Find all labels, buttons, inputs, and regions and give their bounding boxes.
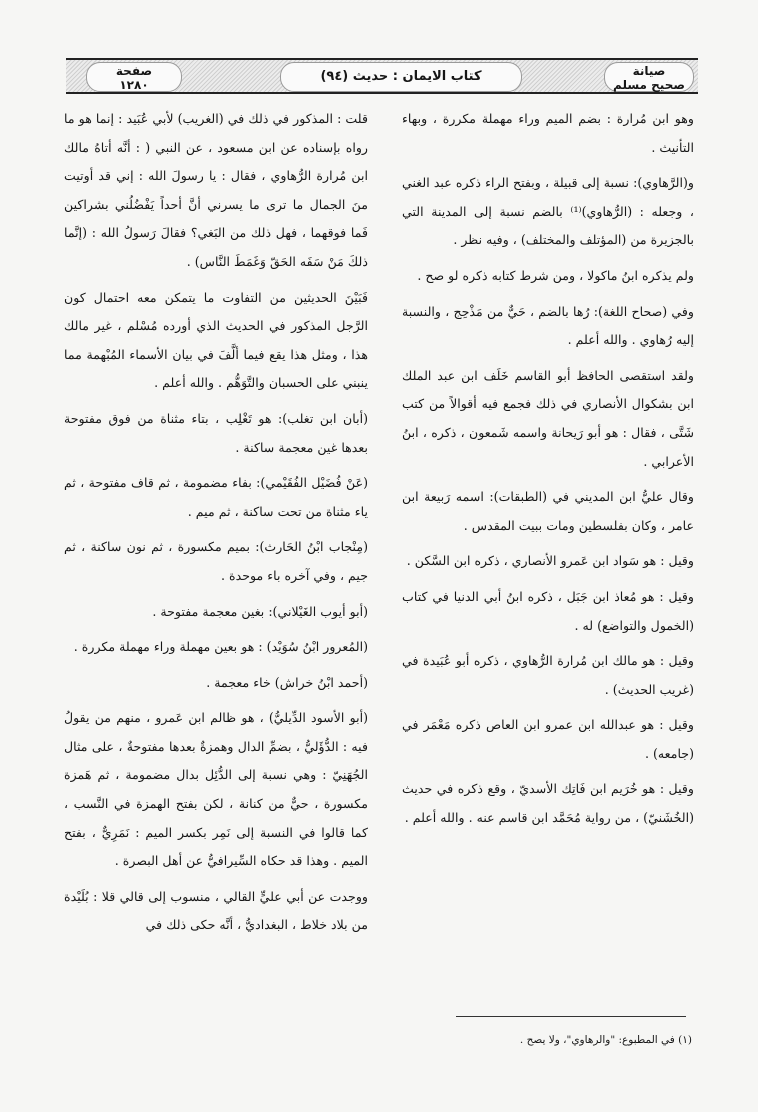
paragraph: (مِنْجاب ابْنُ الحَارث): بميم مكسورة ، ثم نون ساكنة ، ثم جيم ، وفي آخره باء موحدة . — [64, 539, 368, 583]
paragraph: (أبان ابن تغلب): هو تَغْلِب ، بتاء مثناة من فوق مفتوحة بعدها غين معجمة ساكنة . — [64, 410, 368, 455]
right-text-column — [402, 105, 694, 833]
page-label: صفحة — [115, 64, 153, 78]
paragraph: (أبو أيوب الغَيْلاني): بغين معجمة مفتوحة . — [152, 603, 368, 619]
paragraph: (عَنْ فُضَيْل الفُقَيْمي): بفاء مضمومة ، ثم قاف مفتوحة ، ثم ياء مثناة من تحت ساكنة ، ثم ميم . — [64, 475, 368, 519]
paragraph: وهو ابن مُرارة : بضم الميم وراء مهملة مكررة ، وبهاء التأنيث . — [402, 111, 694, 155]
footnote: (١) في المطبوع: "والرهاوي"، ولا يصح . — [519, 1034, 692, 1046]
paragraph: قلت : المذكور في ذلك في (الغريب) لأبي عُبَيد : إنما هو ما رواه بإسناده عن ابن مسعود ، عن النبي ( : أنَّه أتاهُ مالك ابن مُرارة الرُّهاوي ، فقال : يا رسولَ الله : إني قد أوتيت منَ الجمال ما ترى ما يسرني أنَّ أحداً يَفْضُلُني بشراكين فَما فوقهما ، فهل ذلك من البَغي؟ فقالَ رَسولُ الله : (إنَّما ذلكَ مَنْ سَفَه الحَقّ وَغَمَطَ النَّاس) . — [64, 111, 368, 269]
paragraph: وفي (صحاح اللغة): رُها بالضم ، حَيٌّ من مَذْحِج ، والنسبة إليه رُهاوي . والله أعلم . — [402, 303, 694, 348]
paragraph: و(الرَّهاوي): نسبة إلى قبيلة ، وبفتح الراء ذكره عبد الغني ، وجعله : (الرُّهاوي)⁽¹⁾ بالضم نسبة إلى المدينة التي بالجزيرة من (المؤتلف والمختلف) ، وفيه نظر . — [402, 175, 694, 248]
paragraph: وقيل : هو مُعاذ ابن جَبَل ، ذكره ابنُ أبي الدنيا في كتاب (الخمول والتواضع) له . — [402, 588, 694, 633]
paragraph: وقيل : هو عبدالله ابن عمرو ابن العاص ذكره مَعْمَر في (جامعه) . — [402, 717, 694, 761]
book-title-box — [604, 62, 694, 92]
paragraph: فَبَيْنَ الحديثين من التفاوت ما يتمكن معه احتمال كون الرَّجل المذكور في الحديث الذي أورده مُسْلم ، غير مالك هذا ، ومثل هذا يقع فيما ألَّفَ في بيان الأسماء المُبْهمة مما ينبني على الحسبان والتَّوَهُّم . والله أعلم . — [64, 289, 368, 391]
chapter-title: كتاب الايمان : حديث (٩٤) — [280, 62, 522, 92]
paragraph: ولم يذكره ابنُ ماكولا ، ومن شرط كتابه ذكره لو صح . — [417, 267, 694, 283]
paragraph: ووجدت عن أبي عليٍّ القالي ، منسوب إلى قالي قلا : بُلَيْدة من بلاد خلاط ، البغداديُّ ، أنَّه حكى ذلك في — [64, 888, 368, 933]
paragraph: ولقد استقصى الحافظ أبو القاسم خَلَف ابن عبد الملك ابن بشكوال الأنصاري في ذلك فجمع فيه أقوالاً من كتب شَتَّى ، فقال : هو أبو رَيحانة واسمه شَمعون ، ذكره ، ابنُ الأعرابي . — [402, 367, 694, 469]
paragraph: (المُعرور ابْنُ سُوَيْد) : هو بعين مهملة وراء مهملة مكررة . — [73, 639, 368, 655]
page-header — [66, 58, 698, 94]
footnote-divider — [456, 1016, 686, 1017]
paragraph: وقيل : هو خُرَيم ابن فَاتِك الأسديّ ، وقع ذكره في حديث (الخُشَنيّ) ، من رواية مُحَمَّد ابن قاسم عنه . والله أعلم . — [402, 781, 694, 826]
page-number: ١٢٨٠ — [119, 78, 149, 92]
book-title-line1: صيانة — [632, 64, 666, 78]
paragraph: (أبو الأسود الدِّيليُّ) ، هو ظالم ابن عَمرو ، منهم من يقولُ فيه : الدُّؤَليُّ ، بضمِّ الدال وهمزةٌ بعدها مفتوحةٌ ، على مثال الجُهَنِيّ : وهي نسبة إلى الدُّئِل بدال مضمومة ، ثم هَمزة مكسورة ، حيٌّ من كنانة ، لكن بفتح الهمزة في النَّسب ، كما قالوا في النسبة إلى نَمِر بكسر الميم : نَمَرِيٌّ ، بفتح الميم . وهذا قد حكاه السِّيرافيُّ عن أهل البصرة . — [64, 710, 368, 869]
paragraph: وقيل : هو مالك ابن مُرارة الرُّهاوي ، ذكره أبو عُبَيدة في (غريب الحديث) . — [402, 653, 694, 697]
book-title-line2: صحيح مسلم — [613, 78, 685, 92]
paragraph: (أحمد ابْنُ خراش) خاء معجمة . — [206, 674, 368, 690]
paragraph: وقال عليُّ ابن المديني في (الطبقات): اسمه رَبيعة ابن عامر ، وكان بفلسطين ومات ببيت المقدس . — [402, 489, 694, 533]
page-number-box — [86, 62, 182, 92]
left-text-column — [64, 105, 368, 940]
paragraph: وقيل : هو سَواد ابن عَمرو الأنصاري ، ذكره ابن السَّكن . — [406, 553, 694, 569]
